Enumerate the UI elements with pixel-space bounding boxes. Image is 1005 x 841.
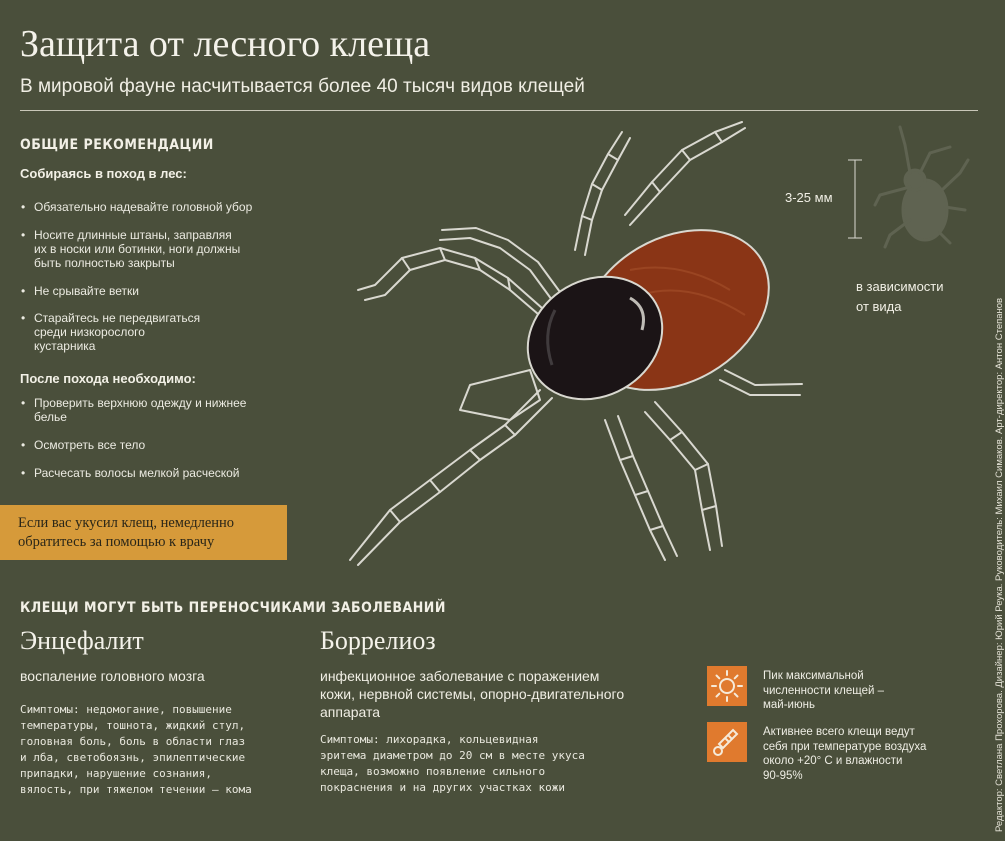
encephalitis-title: Энцефалит	[20, 626, 144, 655]
before-hike-heading: Собираясь в поход в лес:	[20, 166, 187, 181]
size-label: 3-25 мм	[785, 190, 833, 205]
encephalitis-description: воспаление головного мозга	[20, 668, 205, 684]
after-hike-heading: После похода необходимо:	[20, 371, 196, 386]
thermometer-icon	[707, 722, 747, 762]
list-item: • Расчесать волосы мелкой расческой	[20, 466, 300, 480]
borreliosis-title: Боррелиоз	[320, 626, 436, 655]
borreliosis-symptoms: Симптомы: лихорадка, кольцевидная эритема диаметром до 20 см в месте укуса клеща, возможно появление сильного покраснения и на других участках кожи	[320, 733, 585, 794]
size-caption: в зависимости от вида	[856, 279, 944, 314]
page-title: Защита от лесного клеща	[20, 23, 431, 65]
list-item: • Не срывайте ветки	[20, 284, 300, 298]
tick-silhouette-icon	[870, 125, 970, 250]
list-item: • Носите длинные штаны, заправляя их в носки или ботинки, ноги должны быть полностью закрыты	[20, 228, 300, 270]
size-indicator	[845, 158, 865, 240]
fact-peak-text: Пик максимальной численности клещей – май-июнь	[763, 670, 885, 711]
encephalitis-symptoms: Симптомы: недомогание, повышение температуры, тошнота, жидкий стул, головная боль, боль в области глаз и лба, светобоязнь, эпилептические припадки, нарушение сознания, вялость, при тяжелом течении – кома	[20, 703, 252, 796]
list-item: • Обязательно надевайте головной убор	[20, 200, 300, 214]
borreliosis-description: инфекционное заболевание с поражением кожи, нервной системы, опорно-двигательного аппарата	[320, 668, 625, 720]
bite-warning-box: Если вас укусил клещ, немедленно обратитесь за помощью к врачу	[0, 505, 287, 560]
page-subtitle: В мировой фауне насчитывается более 40 тысяч видов клещей	[20, 76, 585, 97]
after-hike-list	[20, 396, 300, 480]
credits: Редактор: Светлана Прохорова. Дизайнер: Юрий Реука. Руководитель: Михаил Симаков. Арт-директор: Антон Степанов	[994, 297, 1005, 832]
recommendations-heading: ОБЩИЕ РЕКОМЕНДАЦИИ	[20, 137, 214, 153]
before-hike-list	[20, 200, 300, 353]
header-divider	[20, 110, 978, 111]
list-item: • Осмотреть все тело	[20, 438, 300, 452]
tick-illustration	[330, 120, 810, 570]
list-item: • Проверить верхнюю одежду и нижнее белье	[20, 396, 300, 424]
list-item: • Старайтесь не передвигаться среди низкорослого кустарника	[20, 311, 300, 353]
diseases-heading: КЛЕЩИ МОГУТ БЫТЬ ПЕРЕНОСЧИКАМИ ЗАБОЛЕВАНИЙ	[20, 600, 446, 616]
fact-temperature-text: Активнее всего клещи ведут себя при температуре воздуха около +20° С и влажности 90-95%	[763, 726, 927, 782]
sun-icon	[707, 666, 747, 706]
